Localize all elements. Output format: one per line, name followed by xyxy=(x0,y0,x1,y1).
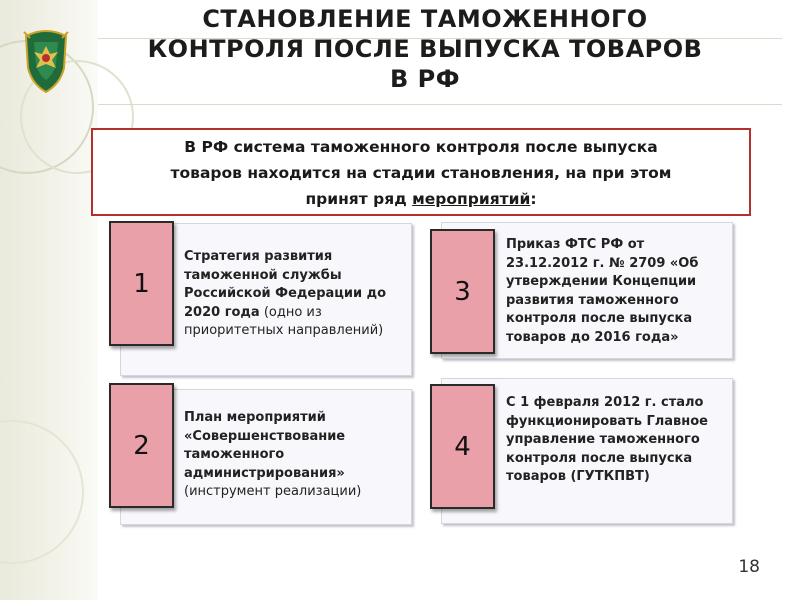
measure-normal-text: (инструмент реализации) xyxy=(184,484,362,499)
number-badge-2: 2 xyxy=(109,383,174,508)
measure-bold-text: С 1 февраля 2012 г. стало функционировать Главное управление таможенного контроля после выпуска товаров (ГУТКПВТ) xyxy=(506,395,708,484)
intro-text: : xyxy=(530,190,537,208)
intro-underlined-text: мероприятий xyxy=(412,190,531,208)
intro-box xyxy=(91,128,751,216)
measure-bold-text: План мероприятий «Совершенствование таможенного администрирования» xyxy=(184,410,346,481)
measure-text-4 xyxy=(506,394,728,487)
intro-line: товаров находится на стадии становления, на при этом xyxy=(170,164,672,182)
customs-emblem-icon xyxy=(20,28,72,94)
intro-line xyxy=(93,186,749,212)
slide-title xyxy=(100,4,750,94)
measure-text-1 xyxy=(184,248,406,341)
number-badge-3: 3 xyxy=(430,229,495,354)
intro-line: В РФ система таможенного контроля после выпуска xyxy=(184,138,658,156)
measure-normal-text: (одно из приоритетных направлений) xyxy=(184,304,384,338)
measure-text-3 xyxy=(506,236,728,347)
title-line: КОНТРОЛЯ ПОСЛЕ ВЫПУСКА ТОВАРОВ xyxy=(147,35,703,63)
measure-text-2 xyxy=(184,409,406,502)
measure-bold-text: Приказ ФТС РФ от 23.12.2012 г. № 2709 «Об утверждении Концепции развития таможенного контроля после выпуска товаров до 2016 года» xyxy=(506,237,699,345)
title-line: В РФ xyxy=(389,65,461,93)
page-number: 18 xyxy=(738,557,760,577)
decorative-line xyxy=(98,104,782,105)
intro-text: принят ряд xyxy=(305,190,413,208)
number-badge-1: 1 xyxy=(109,221,174,346)
number-badge-4: 4 xyxy=(430,384,495,509)
title-line: СТАНОВЛЕНИЕ ТАМОЖЕННОГО xyxy=(202,5,648,33)
measure-bold-text: Стратегия развития таможенной службы Российской Федерации до 2020 года xyxy=(184,249,387,320)
